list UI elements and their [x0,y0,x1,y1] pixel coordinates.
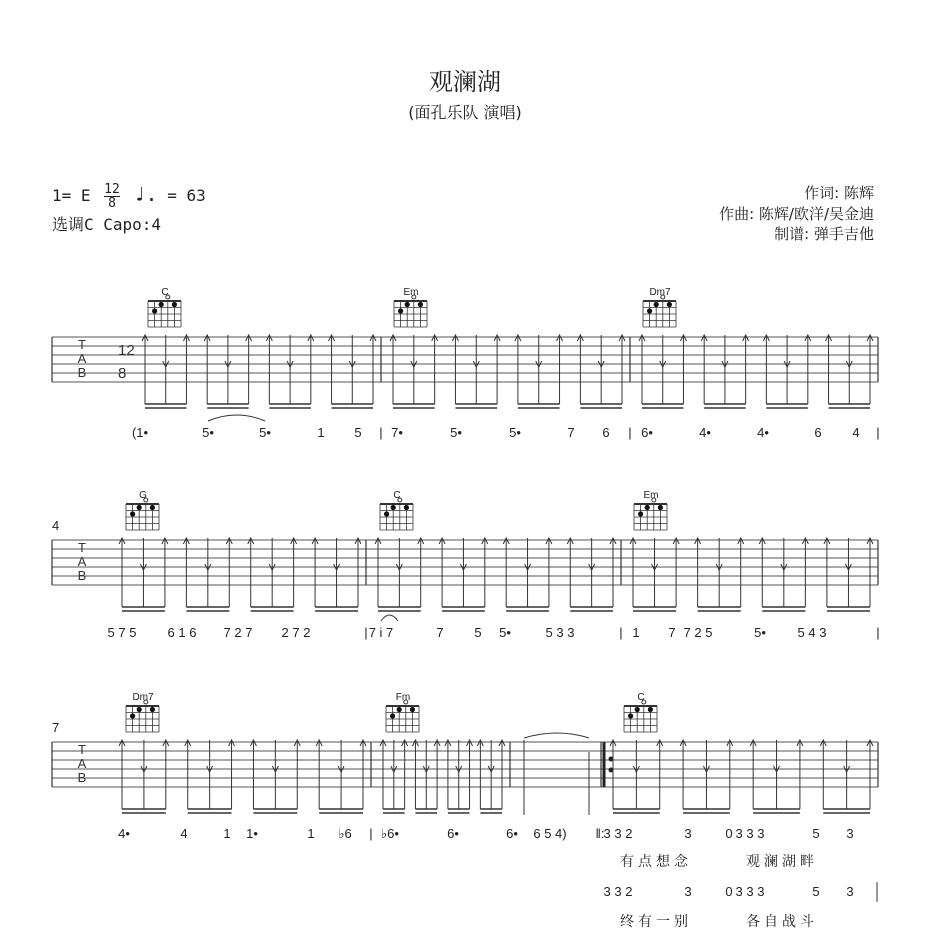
chord-name: C [393,490,401,501]
tab-clef-letter: T [78,540,86,555]
jianpu-note: 3 3 2 [603,826,633,841]
jianpu-note: 7• [391,425,403,440]
tab-clef-letter: B [77,568,87,583]
measure-number: 7 [52,720,60,735]
jianpu-note: 4 [180,826,188,841]
jianpu-note: 4 [852,425,860,440]
chord-name: Fm [395,692,411,703]
jianpu-note: 0 [725,884,733,899]
jianpu-note: 6• [641,425,653,440]
tab-clef-letter: B [77,770,87,785]
slur-arc [381,615,398,621]
song-title: 观澜湖 [429,68,501,96]
finger-dot [667,302,672,307]
notation-bar-line: | [369,826,373,841]
finger-dot [130,713,135,718]
jianpu-note: 5 [812,826,820,841]
jianpu-note: 5• [259,425,271,440]
tab-time-sig-bottom: 8 [118,365,127,382]
lyric-line-1: 观澜湖畔 [746,853,818,869]
lyric-line-1: 有点想念 [620,853,692,869]
finger-dot [172,302,177,307]
finger-dot [159,302,164,307]
jianpu-note: 2 7 2 [281,625,311,640]
jianpu-note: 7 2 7 [223,625,253,640]
finger-dot [638,511,643,516]
jianpu-note: 6• [506,826,518,841]
jianpu-note: ‖: [595,826,605,841]
jianpu-note: 1• [246,826,258,841]
finger-dot [152,308,157,313]
jianpu-note: 4• [699,425,711,440]
chord-name: Dm7 [649,287,671,298]
jianpu-note: 5• [509,425,521,440]
lyricist: 作词: 陈辉 [804,184,874,202]
jianpu-note: 1 [317,425,325,440]
jianpu-note: 1 [632,625,640,640]
finger-dot [628,713,633,718]
jianpu-note: ♭6 [338,826,352,841]
jianpu-note: 5 [354,425,362,440]
time-sig-bottom: 8 [108,196,116,211]
capo-info: 选调C Capo:4 [52,215,162,234]
jianpu-note: 4• [118,826,130,841]
chord-name: C [161,287,169,298]
notation-bar-line: | [876,425,880,440]
finger-dot [390,713,395,718]
tab-clef-letter: B [77,365,87,380]
tie-arc [524,733,589,738]
jianpu-note: 6 5 4) [533,826,567,841]
finger-dot [150,505,155,510]
jianpu-note: 3 [846,826,854,841]
notation-bar-line: | [876,625,880,640]
jianpu-note: 1 [307,826,315,841]
tab-clef-letter: T [78,337,86,352]
jianpu-note: 3 [684,884,692,899]
finger-dot [384,511,389,516]
chord-name: Dm7 [132,692,154,703]
tab-clef-letter: A [77,554,87,569]
notation-bar-line: | [628,425,632,440]
tab-clef-letter: T [78,742,86,757]
jianpu-note: 4• [757,425,769,440]
finger-dot [418,302,423,307]
chord-name: G [139,490,147,501]
jianpu-note: 6 [814,425,822,440]
finger-dot [654,302,659,307]
chord-name: C [637,692,645,703]
finger-dot [137,707,142,712]
slur-arc [208,415,265,421]
jianpu-note: 3 3 3 [735,826,765,841]
composer: 作曲: 陈辉/欧洋/吴金迪 [719,205,874,223]
finger-dot [150,707,155,712]
jianpu-note: 3 [684,826,692,841]
tab-clef-letter: A [77,756,87,771]
jianpu-note: 7 [668,625,676,640]
jianpu-note: 7 2 5 [683,625,713,640]
jianpu-note: 5• [499,625,511,640]
song-subtitle: (面孔乐队 演唱) [408,103,522,122]
jianpu-note: 7 i 7 [368,625,394,640]
lyric-line-2: 终有一别 [620,913,692,929]
finger-dot [658,505,663,510]
finger-dot [404,505,409,510]
measure-number: 4 [52,518,60,533]
jianpu-note: 5 [812,884,820,899]
jianpu-note: 5 4 3 [797,625,827,640]
jianpu-note: 0 [725,826,733,841]
jianpu-note: 5• [450,425,462,440]
jianpu-note: 6• [447,826,459,841]
lyric-line-2: 各自战斗 [746,913,818,929]
jianpu-note: 1 [223,826,231,841]
arranger: 制谱: 弹手吉他 [774,225,874,243]
jianpu-note: 5• [202,425,214,440]
tempo-value: = 63 [167,186,206,205]
finger-dot [410,707,415,712]
tab-clef-letter: A [77,351,87,366]
time-sig-top: 12 [104,182,120,197]
jianpu-note: 5 7 5 [107,625,137,640]
finger-dot [398,308,403,313]
finger-dot [391,505,396,510]
jianpu-note: (1• [131,425,149,440]
finger-dot [397,707,402,712]
key-signature: 1= E [52,186,91,205]
finger-dot [137,505,142,510]
jianpu-note: 6 [602,425,610,440]
notation-bar-line: | [379,425,383,440]
dotted-quarter-note-icon: ♩. [133,182,158,206]
jianpu-note: 6 1 6 [167,625,197,640]
finger-dot [647,308,652,313]
finger-dot [405,302,410,307]
chord-name: Em [403,287,419,298]
jianpu-note: 5 3 3 [545,625,575,640]
jianpu-note: 3 [846,884,854,899]
jianpu-note: 5 [474,625,482,640]
tab-time-sig-top: 12 [118,342,135,359]
finger-dot [645,505,650,510]
notation-bar-line: | [364,625,368,640]
finger-dot [648,707,653,712]
jianpu-note: ♭6• [381,826,399,841]
jianpu-note: 7 [436,625,444,640]
chord-name: Em [643,490,659,501]
finger-dot [130,511,135,516]
jianpu-note: 3 3 2 [603,884,633,899]
finger-dot [635,707,640,712]
jianpu-note: 7 [567,425,575,440]
notation-bar-line: | [619,625,623,640]
jianpu-note: 5• [754,625,766,640]
jianpu-note: 3 3 3 [735,884,765,899]
